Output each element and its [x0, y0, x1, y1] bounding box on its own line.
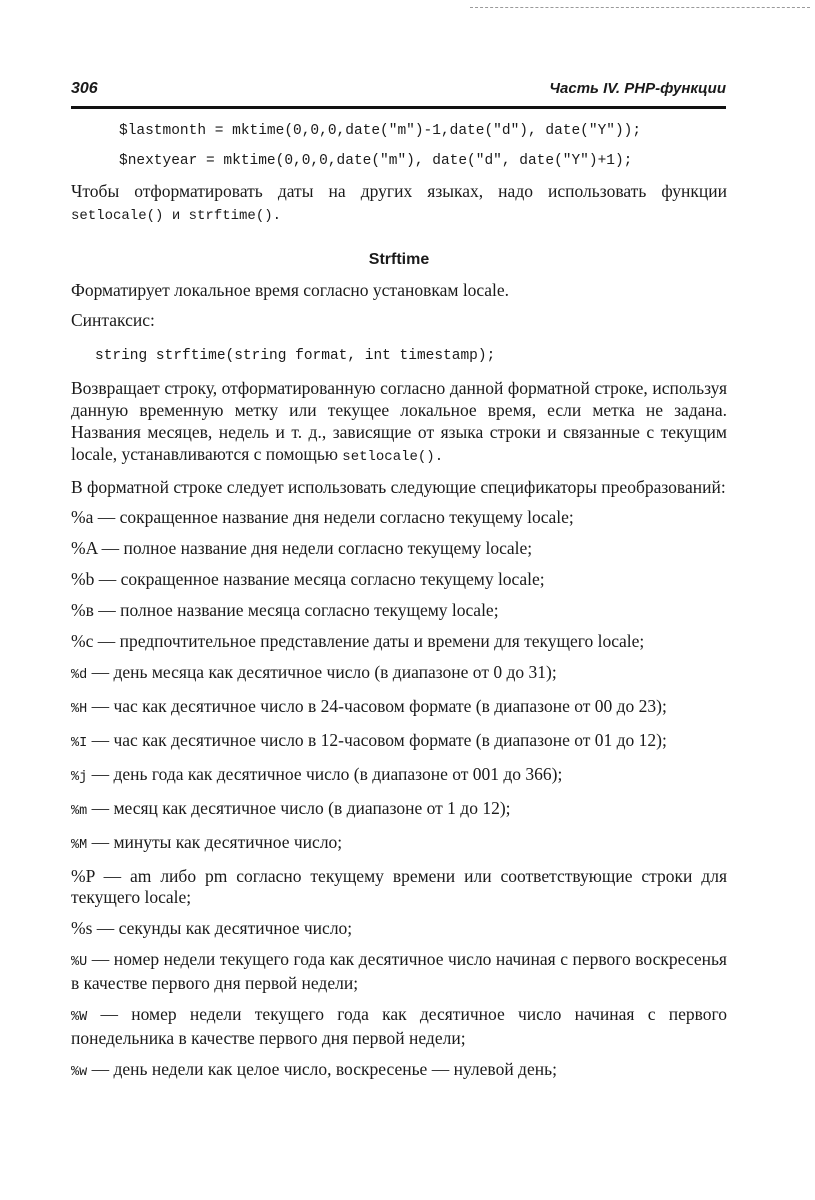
specifier-description: — секунды как десятичное число; [92, 918, 353, 938]
specifier-item [71, 798, 727, 822]
specifier-item [71, 569, 727, 590]
specifier-description: — минуты как десятичное число; [87, 832, 343, 852]
specifier-description: — номер недели текущего года как десятичное число начиная с первого воскресенья в качестве первого дня первой недели; [71, 949, 727, 993]
page-content [71, 118, 727, 1093]
specifier-code: %W [71, 1010, 88, 1025]
specifier-description: — am либо pm согласно текущему времени или соответствующие строки для текущего locale; [71, 866, 727, 907]
specifier-description: — день года как десятичное число (в диапазоне от 001 до 366); [87, 764, 563, 784]
section-description: Форматирует локальное время согласно установкам locale. [71, 280, 509, 300]
specifier-description: — час как десятичное число в 24-часовом формате (в диапазоне от 00 до 23); [87, 696, 667, 716]
specifier-item [71, 1004, 727, 1049]
specifier-code: %P [71, 866, 95, 886]
specifier-item [71, 696, 727, 720]
intro-paragraph [71, 180, 727, 227]
specifier-item [71, 918, 727, 939]
specifier-code: %a [71, 507, 94, 527]
specifier-item [71, 1059, 727, 1083]
code-example-nextyear: $nextyear = mktime(0,0,0,date("m"), date("d", date("Y")+1); [119, 153, 633, 169]
specifier-item [71, 662, 727, 686]
specifier-item [71, 538, 727, 559]
specifier-description: — номер недели текущего года как десятичное число начиная с первого понедельника в качестве первого дня первой недели; [71, 1004, 727, 1048]
syntax-code: string strftime(string format, int timestamp); [95, 348, 496, 364]
specifier-description: — сокращенное название месяца согласно текущему locale; [94, 569, 545, 589]
specifier-code: %c [71, 631, 94, 651]
scan-top-edge [470, 7, 810, 8]
specifier-code: %s [71, 918, 93, 938]
intro-text: Чтобы отформатировать даты на других языках, надо использовать функции [71, 181, 727, 201]
specifier-code: %b [71, 569, 95, 589]
specifier-item [71, 866, 727, 908]
specifier-description: — день недели как целое число, воскресенье — нулевой день; [87, 1059, 557, 1079]
returns-paragraph [71, 377, 727, 468]
running-title: Часть IV. PHP-функции [549, 80, 726, 97]
specifier-item [71, 832, 727, 856]
specifier-code: %j [71, 770, 88, 785]
page-number: 306 [71, 80, 98, 97]
specifier-description: — сокращенное название дня недели согласно текущему locale; [93, 507, 574, 527]
returns-text: Возвращает строку, отформатированную согласно данной форматной строке, используя данную временную метку или текущее локальное время, если метка не задана. Названия месяцев, недель и т. д., зависящие от языка строки и связанные с текущим locale, устанавливаются с помощью [71, 378, 727, 464]
header-rule [71, 106, 726, 109]
specifier-code: %w [71, 1065, 88, 1080]
specifier-code: %U [71, 955, 88, 970]
specifier-code: %I [71, 736, 88, 751]
specifier-description: — предпочтительное представление даты и времени для текущего locale; [93, 631, 645, 651]
intro-code: setlocale() и strftime(). [71, 208, 282, 224]
specifier-list [71, 507, 727, 1083]
specifier-item [71, 730, 727, 754]
specifier-item [71, 507, 727, 528]
specifier-description: — полное название месяца согласно текущему locale; [93, 600, 499, 620]
specifier-item [71, 949, 727, 994]
specifier-code: %A [71, 538, 98, 558]
specifier-code: %M [71, 838, 88, 853]
specifier-description: — полное название дня недели согласно текущему locale; [97, 538, 533, 558]
specifier-code: %в [71, 600, 94, 620]
specifier-item [71, 600, 727, 621]
syntax-label: Синтаксис: [71, 310, 155, 330]
page-header [71, 78, 726, 104]
specifier-description: — день месяца как десятичное число (в диапазоне от 0 до 31); [87, 662, 557, 682]
specifier-code: %H [71, 702, 88, 717]
specifier-description: — час как десятичное число в 12-часовом формате (в диапазоне от 01 до 12); [87, 730, 667, 750]
code-example-lastmonth: $lastmonth = mktime(0,0,0,date("m")-1,date("d"), date("Y")); [119, 123, 642, 139]
specifier-description: — месяц как десятичное число (в диапазоне от 1 до 12); [87, 798, 511, 818]
specifier-code: %m [71, 804, 88, 819]
section-title: Strftime [368, 251, 430, 268]
specifier-code: %d [71, 668, 88, 683]
specifier-item [71, 631, 727, 652]
returns-code: setlocale(). [342, 449, 444, 465]
format-intro: В форматной строке следует использовать следующие спецификаторы преобразований: [71, 477, 726, 497]
specifier-item [71, 764, 727, 788]
